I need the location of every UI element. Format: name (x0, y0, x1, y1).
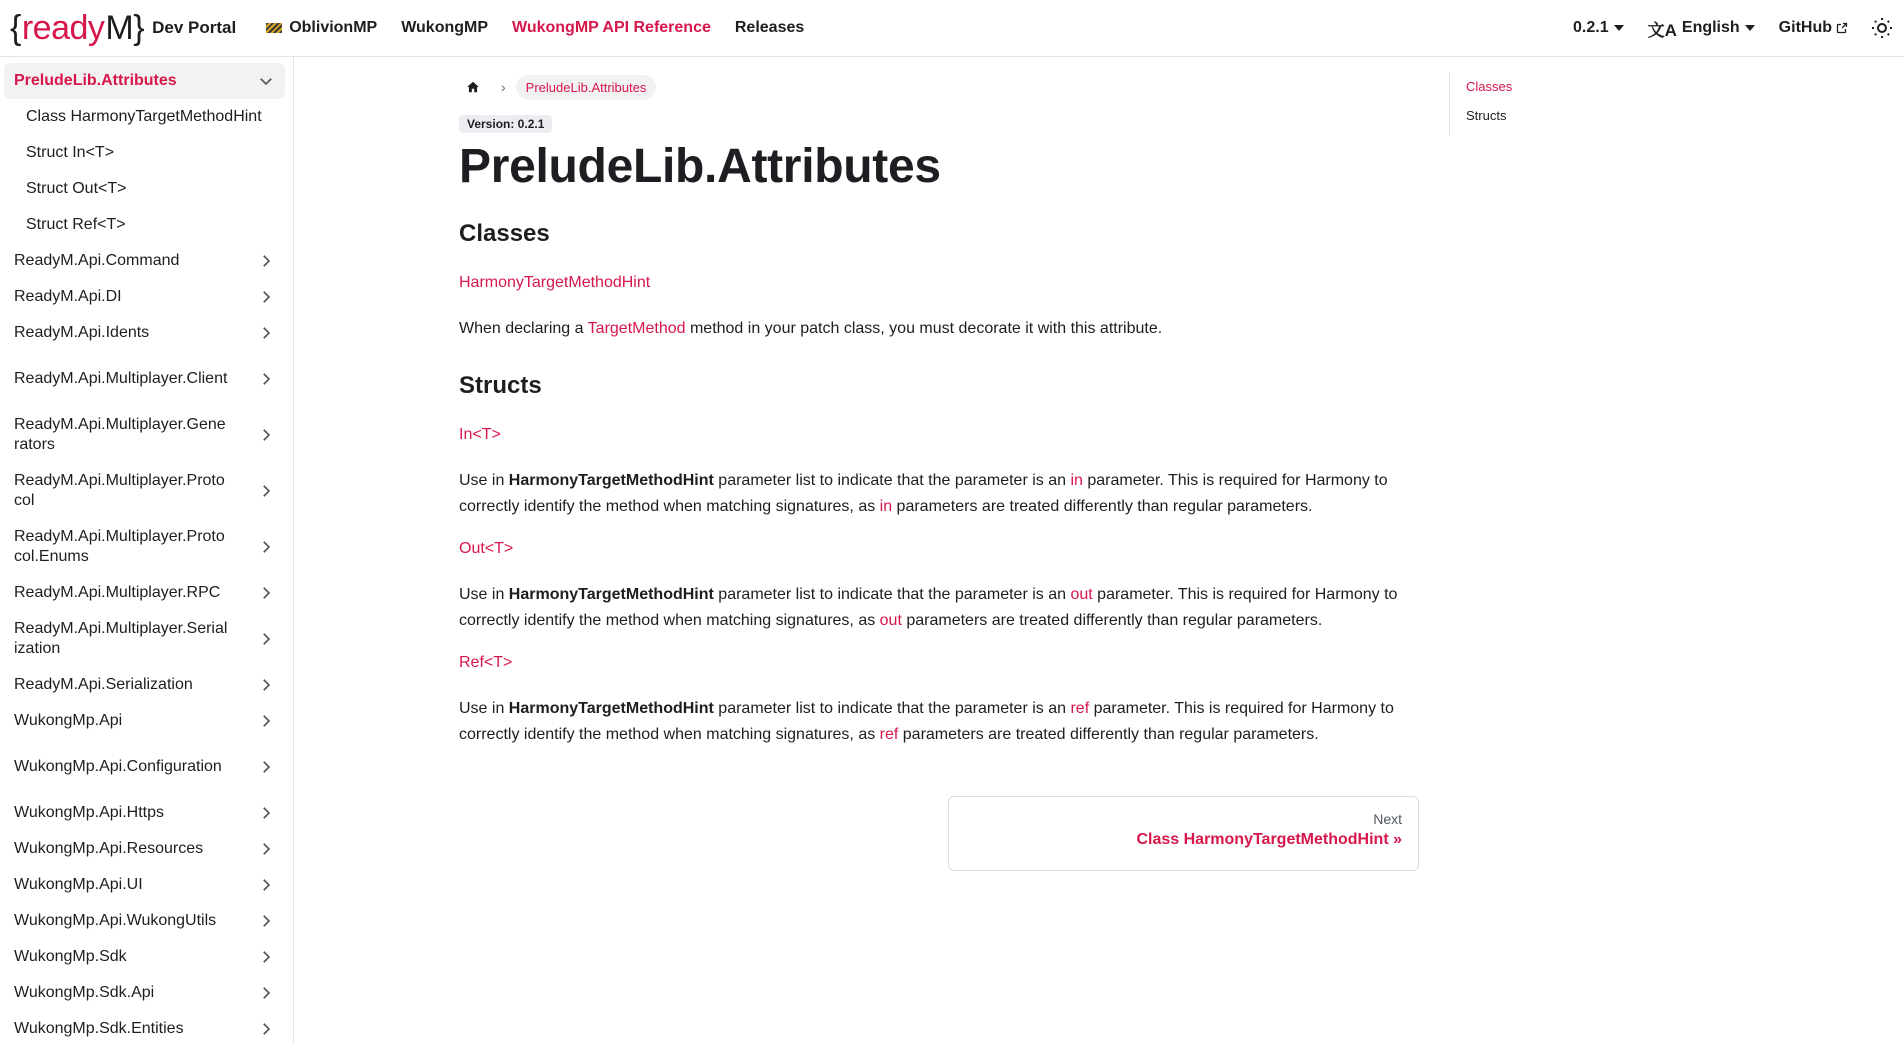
chevron-down-icon (257, 72, 275, 90)
home-icon (466, 80, 480, 94)
desc-bold: HarmonyTargetMethodHint (508, 586, 714, 604)
language-dropdown[interactable] (1648, 16, 1755, 41)
language-label: English (1681, 19, 1740, 36)
sidebar-category[interactable] (4, 279, 285, 315)
sidebar-subitem[interactable]: Struct Ref<T> (26, 216, 126, 233)
sidebar-subitem[interactable]: Class HarmonyTargetMethodHint (26, 108, 262, 125)
table-of-contents (1449, 72, 1512, 136)
breadcrumb (459, 73, 1419, 101)
sidebar-category[interactable] (4, 611, 285, 667)
nav-link-label: OblivionMP (289, 19, 378, 36)
struct-link-out[interactable]: Out<T> (459, 540, 514, 558)
sidebar-category[interactable] (4, 519, 285, 575)
keyword-ref: ref (1070, 700, 1090, 718)
nav-link-oblivionmp[interactable] (266, 19, 377, 37)
sidebar-category[interactable] (4, 939, 285, 975)
desc-text: parameters are treated differently than regular parameters. (901, 612, 1323, 630)
sidebar-category-label: WukongMp.Api.Resources (14, 840, 204, 857)
class-link-harmonytargetmethodhint[interactable]: HarmonyTargetMethodHint (459, 274, 651, 292)
sidebar-category-label: WukongMp.Api (14, 712, 123, 729)
sidebar-category[interactable] (4, 315, 285, 351)
desc-text: Use in (459, 700, 509, 718)
chevron-right-icon (257, 370, 275, 388)
logo-brace-close: } (133, 9, 145, 47)
sidebar-category-label: WukongMp.Api.Configuration (14, 758, 222, 775)
chevron-right-icon (257, 482, 275, 500)
chevron-right-icon (257, 840, 275, 858)
caret-down-icon (1745, 25, 1755, 31)
chevron-right-icon (257, 324, 275, 342)
sidebar-category[interactable] (4, 351, 285, 407)
logo-m: M (105, 9, 134, 47)
sidebar-category[interactable] (4, 407, 285, 463)
logo-brace-open: { (10, 9, 21, 47)
desc-text: parameter. This is required for Harmony to correctly identify the method when matching signatures, as (459, 472, 1388, 516)
github-link[interactable] (1779, 19, 1848, 37)
sidebar (0, 57, 294, 1043)
desc-text: parameters are treated differently than regular parameters. (898, 726, 1319, 744)
toc-item-classes[interactable]: Classes (1466, 79, 1513, 94)
pagination (459, 796, 1419, 871)
sidebar-category-label: WukongMp.Sdk.Api (14, 984, 155, 1001)
sidebar-category-label: ReadyM.Api.Multiplayer.Protocol.Enums (14, 528, 225, 565)
sidebar-category[interactable] (4, 667, 285, 703)
keyword-ref: ref (879, 726, 899, 744)
chevron-right-icon (257, 676, 275, 694)
sidebar-category[interactable] (4, 795, 285, 831)
brand-logo[interactable] (10, 11, 144, 45)
chevron-right-icon (257, 876, 275, 894)
nav-link-releases[interactable]: Releases (734, 19, 805, 36)
next-page-sublabel: Next (1373, 811, 1402, 828)
chevron-right-icon (257, 758, 275, 776)
sidebar-category-label: WukongMp.Api.WukongUtils (14, 912, 217, 929)
sidebar-category[interactable] (4, 975, 285, 1011)
struct-description (459, 468, 1419, 520)
chevron-right-icon (257, 584, 275, 602)
struct-link-in[interactable]: In<T> (459, 426, 501, 444)
desc-text: parameters are treated differently than regular parameters. (892, 498, 1313, 516)
chevron-right-icon (257, 912, 275, 930)
sidebar-category-label: ReadyM.Api.Multiplayer.Generators (14, 416, 226, 453)
desc-text: When declaring a (459, 320, 588, 338)
sidebar-category[interactable] (4, 243, 285, 279)
sidebar-category[interactable] (4, 867, 285, 903)
theme-toggle-sun-icon[interactable] (1870, 16, 1894, 40)
chevron-right-icon (257, 1020, 275, 1038)
nav-link-wukongmp[interactable]: WukongMP (401, 19, 489, 36)
sidebar-category-label: ReadyM.Api.DI (14, 288, 122, 305)
keyword-in: in (1070, 472, 1083, 490)
keyword-out: out (879, 612, 902, 630)
chevron-right-icon (257, 630, 275, 648)
chevron-right-icon (257, 538, 275, 556)
sidebar-category-label: ReadyM.Api.Idents (14, 324, 150, 341)
nav-link-api-reference[interactable]: WukongMP API Reference (512, 19, 711, 36)
desc-bold: HarmonyTargetMethodHint (508, 472, 714, 490)
chevron-right-icon (257, 252, 275, 270)
desc-text: parameter. This is required for Harmony to correctly identify the method when matching signatures, as (459, 700, 1394, 744)
chevron-right-icon (257, 804, 275, 822)
targetmethod-link[interactable]: TargetMethod (587, 320, 686, 338)
nav-right (1549, 16, 1894, 41)
classes-heading: Classes (459, 220, 550, 248)
chevron-right-icon (257, 948, 275, 966)
brand-title[interactable]: Dev Portal (152, 18, 237, 37)
sidebar-subitem[interactable]: Struct Out<T> (26, 180, 127, 197)
version-label: 0.2.1 (1573, 19, 1609, 36)
sidebar-category-label: ReadyM.Api.Multiplayer.Protocol (14, 472, 225, 509)
breadcrumb-home[interactable] (459, 73, 487, 101)
chevron-right-icon (257, 712, 275, 730)
structs-heading: Structs (459, 372, 542, 400)
external-link-icon (1836, 22, 1848, 34)
sidebar-category-label: WukongMp.Sdk.Entities (14, 1020, 184, 1037)
sidebar-category-active[interactable] (4, 63, 285, 99)
sidebar-category[interactable] (4, 1011, 285, 1043)
sidebar-category-label: PreludeLib.Attributes (14, 72, 177, 89)
sidebar-category-label: ReadyM.Api.Serialization (14, 676, 193, 693)
chevron-right-icon (257, 288, 275, 306)
sidebar-category[interactable] (4, 463, 285, 519)
breadcrumb-current: PreludeLib.Attributes (516, 75, 657, 100)
desc-text: parameter list to indicate that the parameter is an (713, 472, 1071, 490)
sidebar-category[interactable] (4, 831, 285, 867)
desc-text: Use in (459, 472, 509, 490)
doc-content (459, 57, 1419, 871)
sidebar-category[interactable] (4, 739, 285, 795)
keyword-in: in (879, 498, 893, 516)
caret-down-icon (1614, 25, 1624, 31)
chevron-right-icon (257, 426, 275, 444)
breadcrumb-separator-icon: › (501, 79, 506, 95)
chevron-right-icon (257, 984, 275, 1002)
next-page-label: Class HarmonyTargetMethodHint » (1136, 831, 1402, 849)
brand[interactable] (10, 11, 236, 45)
struct-description (459, 696, 1419, 748)
version-dropdown[interactable] (1573, 19, 1624, 37)
class-description (459, 316, 1419, 342)
page-title: PreludeLib.Attributes (459, 140, 941, 193)
top-navbar (0, 0, 1904, 57)
translate-icon: 文A (1647, 20, 1677, 40)
keyword-out: out (1070, 586, 1093, 604)
struct-description (459, 582, 1419, 634)
version-badge: Version: 0.2.1 (459, 115, 552, 133)
oblivion-logo-icon (266, 23, 282, 33)
desc-bold: HarmonyTargetMethodHint (508, 700, 714, 718)
next-page-button[interactable] (948, 796, 1419, 871)
github-label: GitHub (1778, 19, 1832, 36)
struct-link-ref[interactable]: Ref<T> (459, 654, 513, 672)
logo-word: ready (21, 9, 105, 47)
sidebar-category-label: ReadyM.Api.Multiplayer.Serialization (14, 620, 228, 657)
sidebar-category-label: WukongMp.Api.Https (14, 804, 164, 821)
desc-text: parameter. This is required for Harmony to correctly identify the method when matching signatures, as (459, 586, 1398, 630)
sidebar-category[interactable] (4, 703, 285, 739)
sidebar-category-label: ReadyM.Api.Multiplayer.Client (14, 370, 228, 387)
nav-links (266, 19, 828, 37)
desc-text: method in your patch class, you must decorate it with this attribute. (685, 320, 1163, 338)
desc-text: parameter list to indicate that the parameter is an (713, 586, 1071, 604)
desc-text: parameter list to indicate that the parameter is an (713, 700, 1071, 718)
desc-text: Use in (459, 586, 509, 604)
toc-item-structs[interactable]: Structs (1466, 108, 1507, 123)
sidebar-category[interactable] (4, 903, 285, 939)
sidebar-subitem[interactable]: Struct In<T> (26, 144, 115, 161)
sidebar-category-label: ReadyM.Api.Multiplayer.RPC (14, 584, 221, 601)
sidebar-category-label: WukongMp.Api.UI (14, 876, 143, 893)
sidebar-category-label: WukongMp.Sdk (14, 948, 127, 965)
sidebar-category[interactable] (4, 575, 285, 611)
sidebar-category-label: ReadyM.Api.Command (14, 252, 180, 269)
